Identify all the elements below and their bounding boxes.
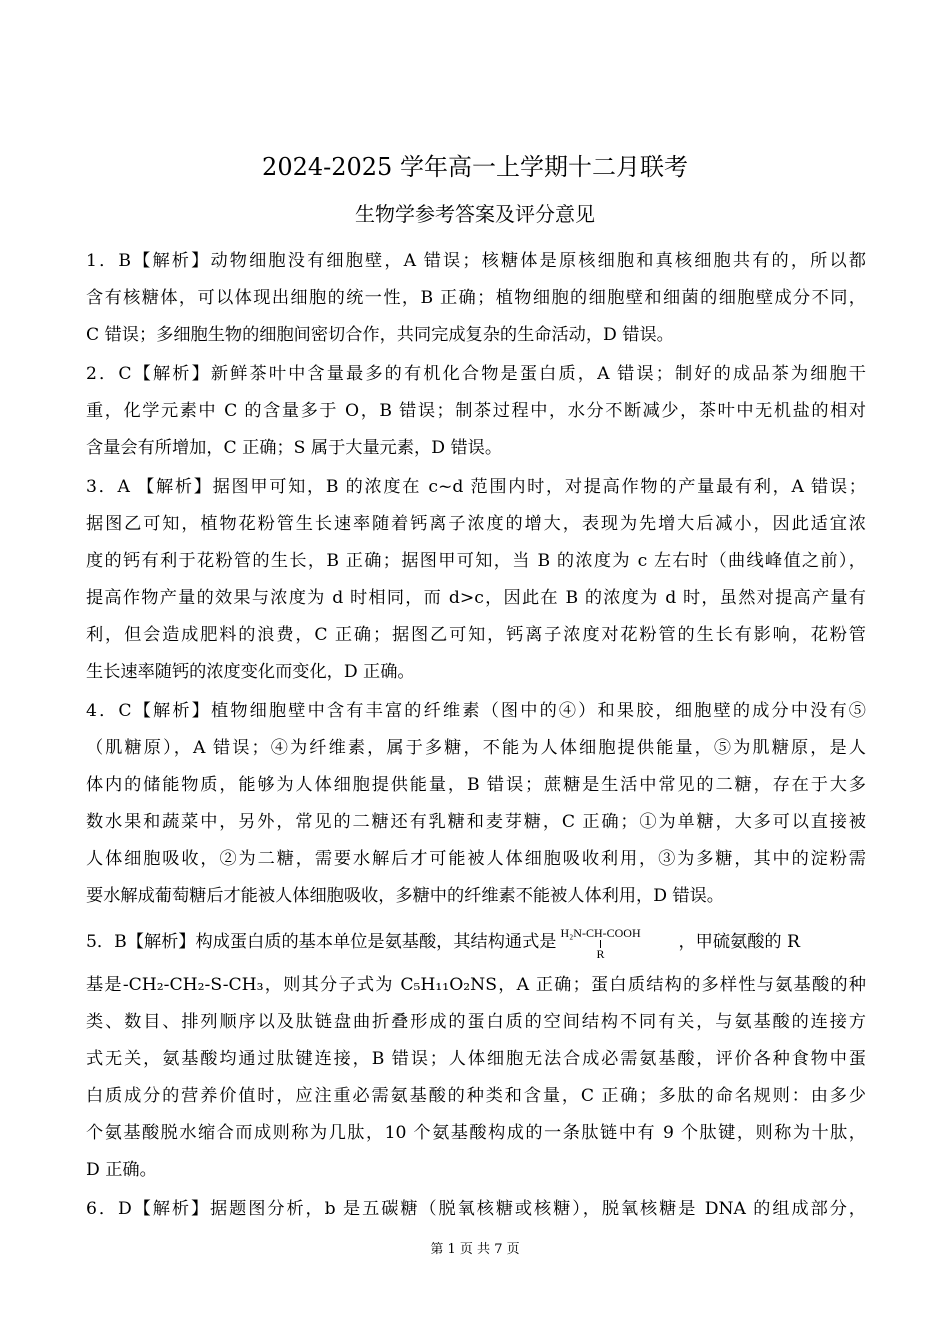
answer-line: 重，化学元素中 C 的含量多于 O，B 错误；制茶过程中，水分不断减少，茶叶中无机盐的相对 xyxy=(86,401,866,421)
answer-line: 体内的储能物质，能够为人体细胞提供能量，B 错误；蔗糖是生活中常见的二糖，存在于大多 xyxy=(86,775,866,795)
page-footer: 第 1 页 共 7 页 xyxy=(430,1242,520,1257)
answer-line: （肌糖原），A 错误；④为纤维素，属于多糖，不能为人体细胞提供能量，⑤为肌糖原，是人 xyxy=(86,738,866,758)
answer-line: 数水果和蔬菜中，另外，常见的二糖还有乳糖和麦芽糖，C 正确；①为单糖，大多可以直接被 xyxy=(86,812,866,832)
answer-line: 个氨基酸脱水缩合而成则称为几肽，10 个氨基酸构成的一条肽链中有 9 个肽键，则称为十肽， xyxy=(86,1123,866,1143)
answer-line-with-formula xyxy=(86,917,866,967)
answer-line: 基是-CH₂-CH₂-S-CH₃，则其分子式为 C₅H₁₁O₂NS，A 正确；蛋白质结构的多样性与氨基酸的种 xyxy=(86,975,866,995)
answer-line: 据图乙可知，植物花粉管生长速率随着钙离子浓度的增大，表现为先增大后减小，因此适宜浓 xyxy=(86,514,866,534)
answer-line: 2．C【解析】新鲜茶叶中含量最多的有机化合物是蛋白质，A 错误；制好的成品茶为细胞干 xyxy=(86,364,866,384)
answer-text: 5．B【解析】构成蛋白质的基本单位是氨基酸，其结构通式是 xyxy=(86,932,557,952)
document-title: 2024-2025 学年高一上学期十二月联考 xyxy=(262,153,688,181)
answer-line: 度的钙有利于花粉管的生长，B 正确；据图甲可知，当 B 的浓度为 c 左右时（曲线峰值之前）， xyxy=(86,551,866,571)
answer-line: 利，但会造成肥料的浪费，C 正确；据图乙可知，钙离子浓度对花粉管的生长有影响，花粉管 xyxy=(86,625,866,645)
answer-line: 含有核糖体，可以体现出细胞的统一性，B 正确；植物细胞的细胞壁和细菌的细胞壁成分不同， xyxy=(86,288,866,308)
answer-line: 要水解成葡萄糖后才能被人体细胞吸收，多糖中的纤维素不能被人体利用，D 错误。 xyxy=(86,886,724,906)
answer-line: 白质成分的营养价值时，应注重必需氨基酸的种类和含量，C 正确；多肽的命名规则：由多少 xyxy=(86,1086,866,1106)
answer-line: 4．C【解析】植物细胞壁中含有丰富的纤维素（图中的④）和果胶，细胞壁的成分中没有⑤ xyxy=(86,701,866,721)
answer-line: 类、数目、排列顺序以及肽链盘曲折叠形成的蛋白质的空间结构不同有关，与氨基酸的连接方 xyxy=(86,1012,866,1032)
answer-line: 含量会有所增加，C 正确；S 属于大量元素，D 错误。 xyxy=(86,438,503,458)
answer-line: C 错误；多细胞生物的细胞间密切合作，共同完成复杂的生命活动，D 错误。 xyxy=(86,325,674,345)
answer-line: D 正确。 xyxy=(86,1160,157,1180)
answer-item-5 xyxy=(86,917,866,1189)
answer-line: 6．D【解析】据题图分析，b 是五碳糖（脱氧核糖或核糖），脱氧核糖是 DNA 的组成部分， xyxy=(86,1199,866,1219)
answer-line: 生长速率随钙的浓度变化而变化，D 正确。 xyxy=(86,662,415,682)
answer-item-6 xyxy=(86,1191,866,1228)
formula-r-group: R xyxy=(596,946,605,961)
answer-line: 3．A 【解析】据图甲可知，B 的浓度在 c~d 范围内时，对提高作物的产量最有利，A 错误； xyxy=(86,477,866,497)
formula-main-chain: H₂N-CH-COOH xyxy=(560,925,641,940)
answer-item-4 xyxy=(86,693,866,915)
answer-line: 人体细胞吸收，②为二糖，需要水解后才可能被人体细胞吸收利用，③为多糖，其中的淀粉需 xyxy=(86,849,866,869)
answer-item-2 xyxy=(86,356,866,467)
answer-line: 式无关，氨基酸均通过肽键连接，B 错误；人体细胞无法合成必需氨基酸，评价各种食物中蛋 xyxy=(86,1049,866,1069)
document-subtitle: 生物学参考答案及评分意见 xyxy=(355,202,595,226)
answer-item-3 xyxy=(86,469,866,691)
answer-line: 1．B【解析】动物细胞没有细胞壁，A 错误；核糖体是原核细胞和真核细胞共有的，所以都 xyxy=(86,251,866,271)
amino-acid-structural-formula xyxy=(560,923,672,963)
answer-line: 提高作物产量的效果与浓度为 d 时相同，而 d>c，因此在 B 的浓度为 d 时，虽然对提高产量有 xyxy=(86,588,866,608)
answer-text: ，甲硫氨酸的 R xyxy=(678,932,800,952)
answer-item-1 xyxy=(86,243,866,354)
answer-list xyxy=(86,243,866,1230)
